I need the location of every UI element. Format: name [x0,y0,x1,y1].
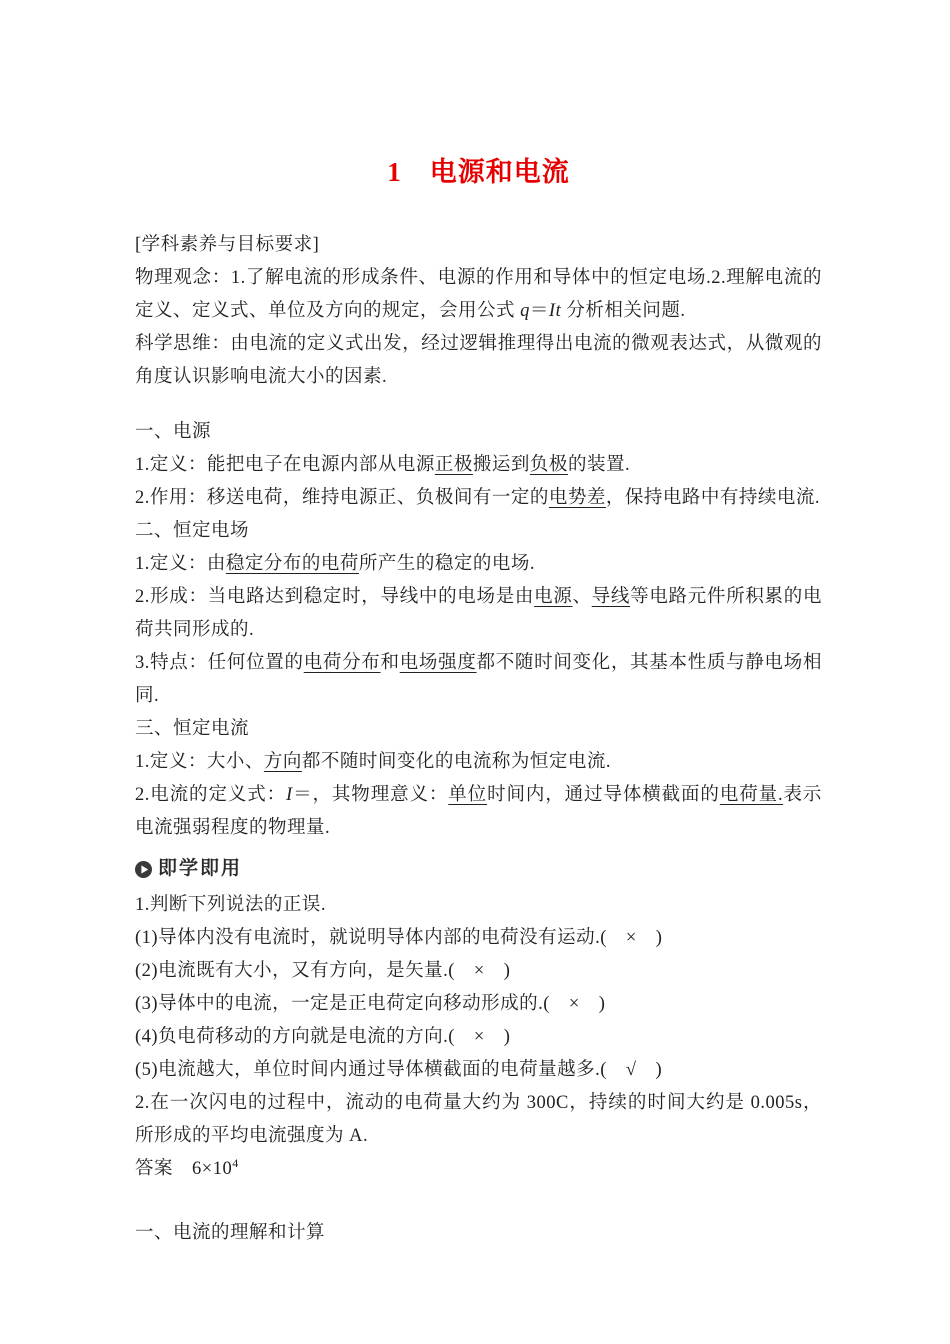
text-run: 搬运到 [472,455,530,475]
text-run: 科学思维：由电流的定义式出发，经过逻辑推理得出电流的微观表达式，从微观的角度认识影响电流大小的因素. [135,334,822,387]
text-run: 2.形成：当电路达到稳定时，导线中的电场是由 [135,587,535,607]
text-run: 时间内，通过导体横截面的 [487,785,720,805]
text-run: 三、恒定电流 [135,719,250,739]
text-line [135,779,822,845]
underlined-term: 电势差 [548,488,606,508]
text-run: 表示电流强弱程度的物理量. [135,785,822,838]
text-run: 和 [380,653,400,673]
text-line [135,1087,822,1153]
quick-check-heading [135,856,822,882]
quick-check-heading-label: 即学即用 [158,858,243,879]
underlined-term: 电荷分布 [303,653,381,673]
underlined-term: 正极 [434,455,473,475]
text-line [135,328,822,394]
text-run: 都不随时间变化，其基本性质与静电场相同. [135,653,822,706]
text-run: 都不随时间变化的电流称为恒定电流. [301,752,612,772]
underlined-term: 方向 [263,752,302,772]
spacer [135,1186,822,1217]
text-line [135,581,822,647]
text-run: 二、恒定电场 [135,521,250,541]
text-line [135,889,822,922]
bracket-header [135,229,822,262]
text-run: 1.定义：能把电子在电源内部从电源 [135,455,435,475]
text-run: (5)电流越大，单位时间内通过导体横截面的电荷量越多.( √ ) [135,1060,663,1080]
text-run: 1.定义：由 [135,554,226,574]
math-variable: I [286,785,293,805]
document-body [135,229,822,1250]
text-run: 一、电源 [135,422,212,442]
text-run: 2.作用：移送电荷，维持电源正、负极间有一定的 [135,488,549,508]
answer-line [135,1153,822,1186]
text-line [135,449,822,482]
text-run: (3)导体中的电流，一定是正电荷定向移动形成的.( × ) [135,994,606,1014]
text-run: 1.判断下列说法的正误. [135,895,327,915]
underlined-term: 电荷量. [719,785,784,805]
text-line [135,746,822,779]
underlined-term: 稳定分布的电荷 [225,554,359,574]
text-run: [学科素养与目标要求] [135,235,320,255]
text-run: 2.电流的定义式： [135,785,287,805]
text-line [135,482,822,515]
text-line [135,955,822,988]
text-run: 一、电流的理解和计算 [135,1223,326,1243]
underlined-term: 电源 [534,587,573,607]
text-line [135,262,822,328]
text-run: 1.定义：大小、 [135,752,264,772]
underlined-term: 单位 [448,785,488,805]
text-run: 3.特点：任何位置的 [135,653,304,673]
text-run: 的装置. [567,455,631,475]
text-line [135,1021,822,1054]
play-circle-icon [135,861,152,878]
math-variable: q [520,301,530,321]
text-run: 所产生的稳定的电场. [358,554,536,574]
text-line [135,1054,822,1087]
text-line [135,647,822,713]
text-run: ，保持电路中有持续电流. [605,488,821,508]
section-heading [135,1217,822,1250]
text-run: 分析相关问题. [561,301,686,321]
text-line [135,988,822,1021]
section-heading [135,416,822,449]
text-run: 物理观念：1.了解电流的形成条件、电源的作用和导体中的恒定电场.2.理解电流的定义、定义式、单位及方向的规定，会用公式 [135,268,822,321]
text-run: (1)导体内没有电流时，就说明导体内部的电荷没有运动.( × ) [135,928,663,948]
text-line [135,548,822,581]
spacer [135,394,822,416]
underlined-term: 导线 [591,587,631,607]
text-run: ＝ [529,301,549,321]
section-heading [135,515,822,548]
text-run: 、 [572,587,592,607]
text-line [135,922,822,955]
text-run: 2.在一次闪电的过程中，流动的电荷量大约为 300C，持续的时间大约是 0.005s，所形成的平均电流强度为 A. [135,1093,822,1146]
superscript: 4 [232,1155,239,1170]
text-run: (4)负电荷移动的方向就是电流的方向.( × ) [135,1027,511,1047]
text-run: 答案 [135,1159,193,1179]
underlined-term: 电场强度 [399,653,477,673]
text-run: 等电路元件所积累的电荷共同形成的. [135,587,822,640]
page-title: 1 电源和电流 [387,157,570,187]
text-run: (2)电流既有大小，又有方向，是矢量.( × ) [135,961,511,981]
text-run: 6×10 [192,1159,233,1179]
section-heading [135,713,822,746]
math-variable: It [548,301,562,321]
text-run: ＝，其物理意义： [292,785,449,805]
underlined-term: 负极 [529,455,568,475]
